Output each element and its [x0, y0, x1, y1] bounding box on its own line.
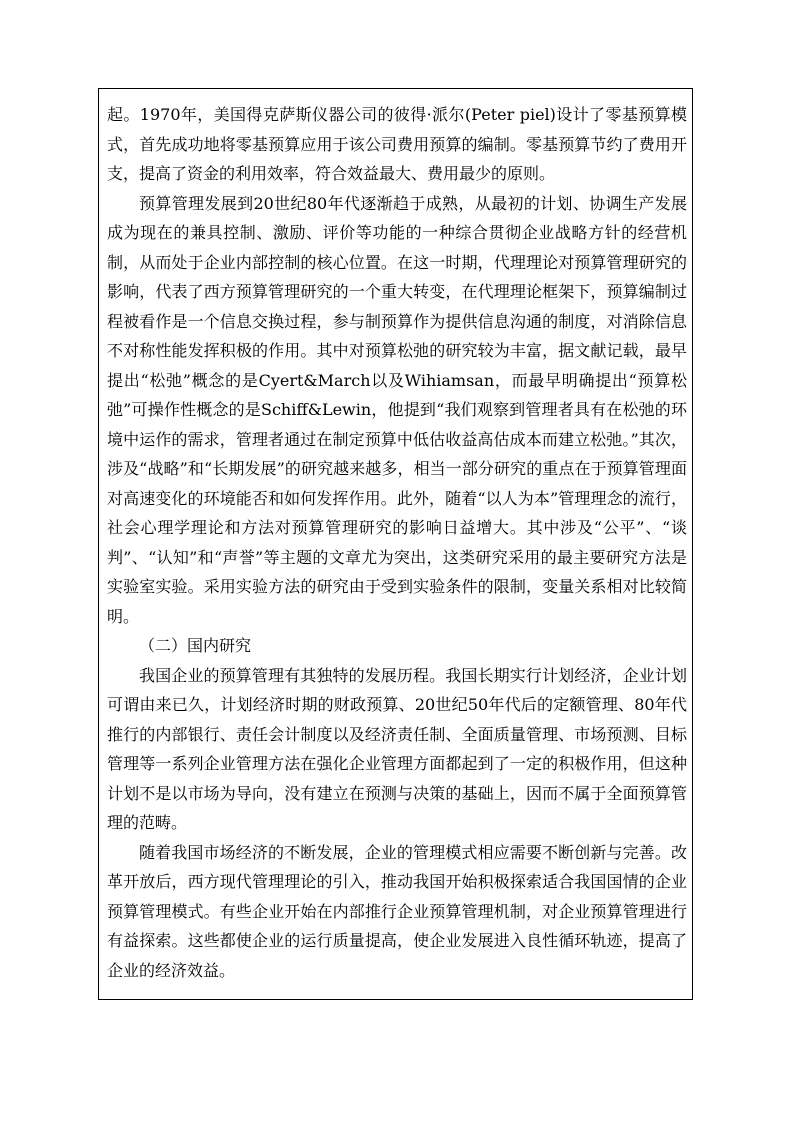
paragraph-continuation: 起。1970年，美国得克萨斯仪器公司的彼得·派尔(Peter piel)设计了零基预算模式，首先成功地将零基预算应用于该公司费用预算的编制。零基预算节约了费用开支，提高了资金的利用效率，符合效益最大、费用最少的原则。: [107, 105, 687, 183]
section-heading-domestic-research: （二）国内研究: [139, 636, 252, 655]
document-body: [107, 100, 687, 985]
paragraph-western-research: 预算管理发展到20世纪80年代逐渐趋于成熟，从最初的计划、协调生产发展成为现在的兼具控制、激励、评价等功能的一种综合贯彻企业战略方针的经营机制，从而处于企业内部控制的核心位置。在这一时期，代理理论对预算管理研究的影响，代表了西方预算管理研究的一个重大转变，在代理理论框架下，预算编制过程被看作是一个信息交换过程，参与制预算作为提供信息沟通的制度，对消除信息不对称性能发挥积极的作用。其中对预算松弛的研究较为丰富，据文献记载，最早提出“松弛”概念的是Cyert&March以及Wihiamsan，而最早明确提出“预算松弛”可操作性概念的是Schiff&Lewin，他提到“我们观察到管理者具有在松弛的环境中运作的需求，管理者通过在制定预算中低估收益高估成本而建立松弛。”其次，涉及“战略”和“长期发展”的研究越来越多，相当一部分研究的重点在于预算管理面对高速变化的环境能否和如何发挥作用。此外，随着“以人为本”管理理念的流行，社会心理学理论和方法对预算管理研究的影响日益增大。其中涉及“公平”、“谈判”、“认知”和“声誉”等主题的文章尤为突出，这类研究采用的最主要研究方法是实验室实验。采用实验方法的研究由于受到实验条件的限制，变量关系相对比较简明。: [107, 193, 687, 626]
paragraph-domestic-history: 我国企业的预算管理有其独特的发展历程。我国长期实行计划经济，企业计划可谓由来已久，计划经济时期的财政预算、20世纪50年代后的定额管理、80年代推行的内部银行、责任会计制度以及经济责任制、全面质量管理、市场预测、目标管理等一系列企业管理方法在强化企业管理方面都起到了一定的积极作用，但这种计划不是以市场为导向，没有建立在预测与决策的基础上，因而不属于全面预算管理的范畴。: [107, 665, 687, 832]
paragraph-market-economy: 随着我国市场经济的不断发展，企业的管理模式相应需要不断创新与完善。改革开放后，西方现代管理理论的引入，推动我国开始积极探索适合我国国情的企业预算管理模式。有些企业开始在内部推行企业预算管理机制，对企业预算管理进行有益探索。这些都使企业的运行质量提高，使企业发展进入良性循环轨迹，提高了企业的经济效益。: [107, 842, 687, 980]
